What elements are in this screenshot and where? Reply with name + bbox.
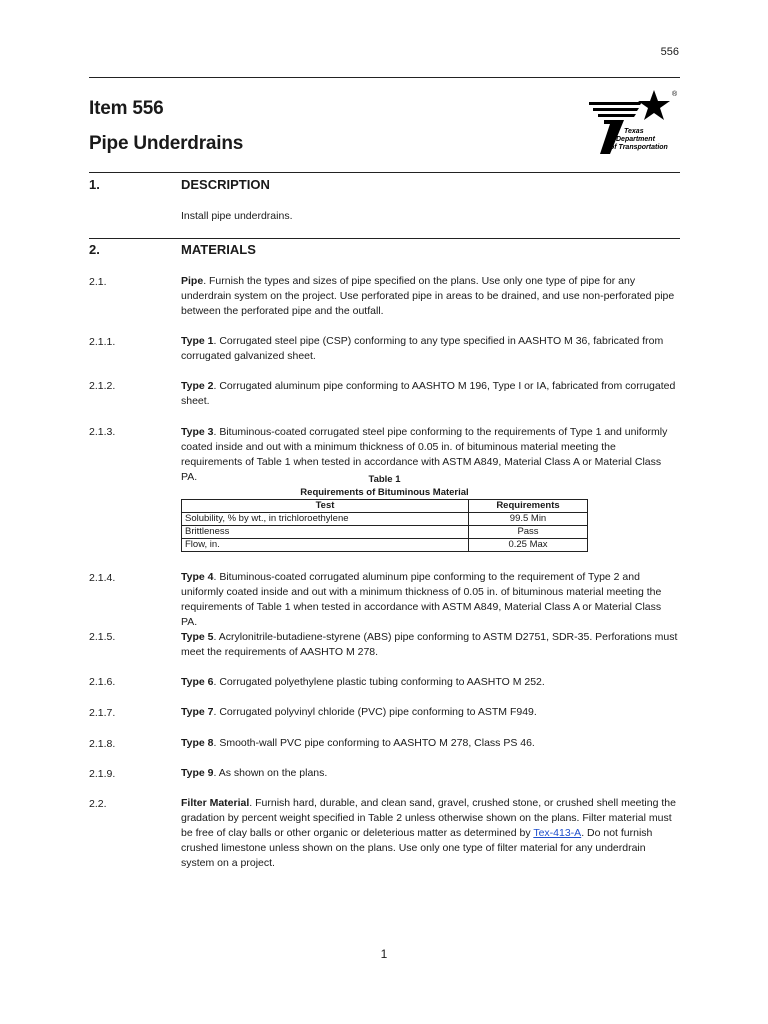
section-rule-1 bbox=[89, 172, 680, 173]
section-rule-2 bbox=[89, 238, 680, 239]
table-cell-test: Flow, in. bbox=[182, 539, 469, 552]
header-rule bbox=[89, 77, 680, 78]
para-2-1: Pipe. Furnish the types and sizes of pipe specified on the plans. Use only one type of pipe for any underdrain system on the project. Use perforated pipe in areas to be drained, and use non-perforated pipe between the perforated pipe and the outfall. bbox=[181, 275, 675, 317]
table-1-title: Requirements of Bituminous Material bbox=[300, 487, 469, 498]
logo-line-1: Texas bbox=[624, 128, 644, 135]
para-number-2-1-8: 2.1.8. bbox=[89, 738, 116, 750]
para-number-2-1-9: 2.1.9. bbox=[89, 768, 116, 780]
para-number-2-1-7: 2.1.7. bbox=[89, 707, 116, 719]
para-number-2-1-2: 2.1.2. bbox=[89, 380, 116, 392]
section-number-2: 2. bbox=[89, 242, 100, 257]
para-2-1-6: Type 6. Corrugated polyethylene plastic tubing conforming to AASHTO M 252. bbox=[181, 676, 545, 688]
para-number-2-1-1: 2.1.1. bbox=[89, 336, 116, 348]
table-1 bbox=[181, 499, 588, 552]
para-2-1-3: Type 3. Bituminous-coated corrugated steel pipe conforming to the requirements of Type 1 and uniformly coated inside and out with a minimum thickness of 0.05 in. of bituminous material meeting the requirements of Table 1 when tested in accordance with ASTM A849, Material Class A or Material Class PA. bbox=[181, 426, 668, 483]
section-number-1: 1. bbox=[89, 177, 100, 192]
para-2-2: Filter Material. Furnish hard, durable, and clean sand, gravel, crushed stone, or crushed shell meeting the gradation by percent weight specified in Table 2 unless otherwise shown on the plans. Filter material must be free of clay balls or other organic or deleterious matter as determined by Tex-413-A. Do not furnish crushed limestone unless shown on the plans. Use only one type of filter material for any underdrain system on a project. bbox=[181, 797, 676, 869]
table-row bbox=[182, 513, 588, 526]
table-row bbox=[182, 539, 588, 552]
para-2-1-4: Type 4. Bituminous-coated corrugated aluminum pipe conforming to the requirement of Type 2 and uniformly coated inside and out with a minimum thickness of 0.05 in. of bituminous material meeting the requirements of Table 1 when tested in accordance with ASTM A849, Material Class A or Material Class PA. bbox=[181, 571, 662, 628]
tex-413-a-link[interactable]: Tex-413-A bbox=[533, 827, 582, 839]
table-cell-requirement: 0.25 Max bbox=[469, 539, 588, 552]
logo-line-2: Department bbox=[616, 136, 655, 143]
para-2-1-2: Type 2. Corrugated aluminum pipe conforming to AASHTO M 196, Type I or IA, fabricated from corrugated sheet. bbox=[181, 380, 676, 407]
registered-mark: ® bbox=[672, 91, 678, 98]
para-2-1-5: Type 5. Acrylonitrile-butadiene-styrene (ABS) pipe conforming to ASTM D2751, SDR-35. Perforations must meet the requirements of AASHTO M 278. bbox=[181, 631, 678, 658]
table-1-caption: Table 1 bbox=[368, 474, 401, 485]
para-number-2-1-4: 2.1.4. bbox=[89, 572, 116, 584]
table-cell-test: Solubility, % by wt., in trichloroethylene bbox=[182, 513, 469, 526]
table-row bbox=[182, 526, 588, 539]
logo-text bbox=[610, 128, 668, 152]
section-title-description: DESCRIPTION bbox=[181, 177, 270, 192]
para-2-1-8: Type 8. Smooth-wall PVC pipe conforming to AASHTO M 278, Class PS 46. bbox=[181, 737, 535, 749]
logo-line-3: of Transportation bbox=[610, 144, 668, 151]
table-header-requirements: Requirements bbox=[469, 500, 588, 513]
para-2-1-9: Type 9. As shown on the plans. bbox=[181, 767, 328, 779]
item-subtitle: Pipe Underdrains bbox=[89, 133, 244, 154]
para-number-2-1: 2.1. bbox=[89, 276, 107, 288]
para-number-2-2: 2.2. bbox=[89, 798, 107, 810]
table-cell-requirement: Pass bbox=[469, 526, 588, 539]
section-title-materials: MATERIALS bbox=[181, 242, 256, 257]
para-2-1-7: Type 7. Corrugated polyvinyl chloride (PVC) pipe conforming to ASTM F949. bbox=[181, 706, 537, 718]
table-cell-test: Brittleness bbox=[182, 526, 469, 539]
header-page-number: 556 bbox=[660, 46, 679, 58]
item-title: Item 556 bbox=[89, 98, 164, 119]
para-2-1-1: Type 1. Corrugated steel pipe (CSP) conforming to any type specified in AASHTO M 36, fabricated from corrugated galvanized sheet. bbox=[181, 335, 664, 362]
description-text: Install pipe underdrains. bbox=[181, 210, 293, 222]
footer-page-number: 1 bbox=[380, 947, 388, 961]
para-number-2-1-5: 2.1.5. bbox=[89, 631, 116, 643]
table-header-test: Test bbox=[182, 500, 469, 513]
star-icon bbox=[638, 90, 670, 120]
para-number-2-1-3: 2.1.3. bbox=[89, 426, 116, 438]
table-header-row bbox=[182, 500, 588, 513]
table-cell-requirement: 99.5 Min bbox=[469, 513, 588, 526]
para-number-2-1-6: 2.1.6. bbox=[89, 676, 116, 688]
